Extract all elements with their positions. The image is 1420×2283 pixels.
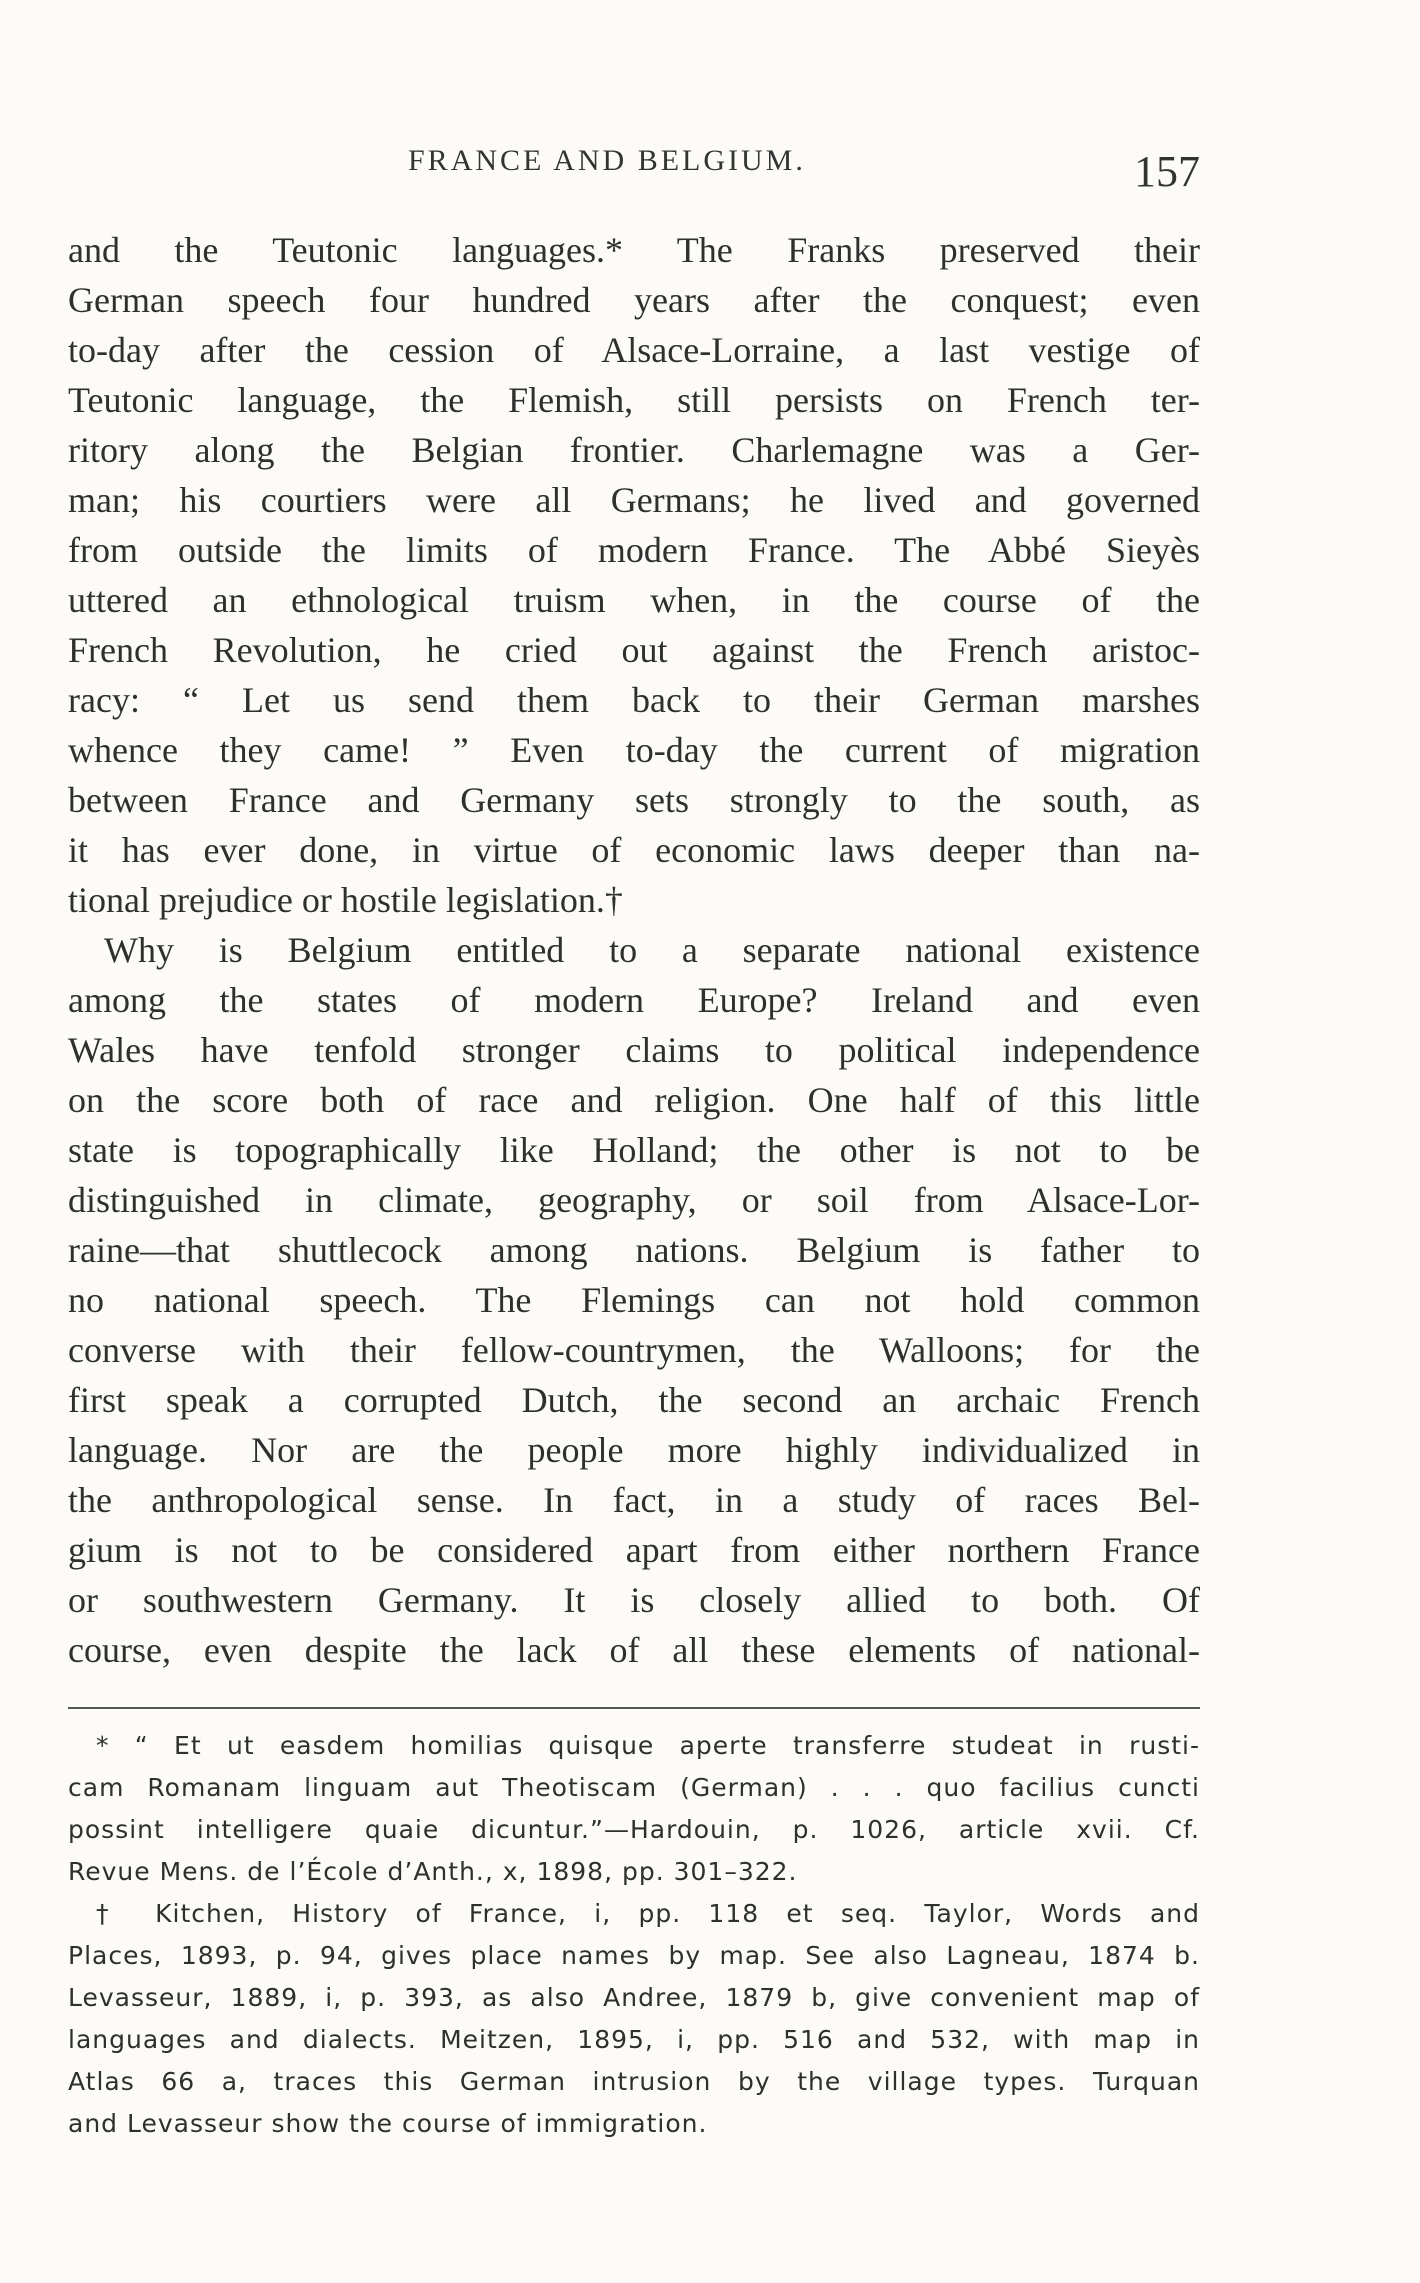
body-text bbox=[68, 225, 1200, 1675]
footnote-line: languages and dialects. Meitzen, 1895, i, pp. 516 and 532, with map in bbox=[68, 2025, 1200, 2054]
body-line: the anthropological sense. In fact, in a study of races Bel- bbox=[68, 1480, 1200, 1520]
body-line: Why is Belgium entitled to a separate national existence bbox=[104, 930, 1200, 970]
body-line: distinguished in climate, geography, or soil from Alsace-Lor- bbox=[68, 1180, 1200, 1220]
running-head: FRANCE AND BELGIUM. bbox=[408, 144, 806, 177]
body-line: from outside the limits of modern France. The Abbé Sieyès bbox=[68, 530, 1200, 570]
footnote-rule bbox=[68, 1707, 1200, 1709]
footnote-line: possint intelligere quaie dicuntur.”—Hardouin, p. 1026, article xvii. Cf. bbox=[68, 1815, 1200, 1844]
footnote-line: * “ Et ut easdem homilias quisque aperte transferre studeat in rusti- bbox=[96, 1731, 1200, 1760]
body-line: language. Nor are the people more highly individualized in bbox=[68, 1430, 1200, 1470]
footnote-line: and Levasseur show the course of immigration. bbox=[68, 2109, 708, 2138]
body-line: ritory along the Belgian frontier. Charlemagne was a Ger- bbox=[68, 430, 1200, 470]
footnote-line: Revue Mens. de l’École d’Anth., x, 1898, pp. 301–322. bbox=[68, 1857, 798, 1886]
body-line: first speak a corrupted Dutch, the second an archaic French bbox=[68, 1380, 1200, 1420]
body-line: it has ever done, in virtue of economic laws deeper than na- bbox=[68, 830, 1200, 870]
body-line: French Revolution, he cried out against the French aristoc- bbox=[68, 630, 1200, 670]
body-line: tional prejudice or hostile legislation.† bbox=[68, 880, 623, 920]
body-line: no national speech. The Flemings can not hold common bbox=[68, 1280, 1200, 1320]
body-line: gium is not to be considered apart from either northern France bbox=[68, 1530, 1200, 1570]
body-line: Wales have tenfold stronger claims to political independence bbox=[68, 1030, 1200, 1070]
footnote-line: Atlas 66 a, traces this German intrusion by the village types. Turquan bbox=[68, 2067, 1200, 2096]
body-line: and the Teutonic languages.* The Franks preserved their bbox=[68, 230, 1200, 270]
body-line: course, even despite the lack of all these elements of national- bbox=[68, 1630, 1200, 1670]
body-line: converse with their fellow-countrymen, the Walloons; for the bbox=[68, 1330, 1200, 1370]
footnote-line: † Kitchen, History of France, i, pp. 118 et seq. Taylor, Words and bbox=[96, 1899, 1200, 1928]
body-line: on the score both of race and religion. One half of this little bbox=[68, 1080, 1200, 1120]
body-line: whence they came! ” Even to-day the current of migration bbox=[68, 730, 1200, 770]
body-line: racy: “ Let us send them back to their German marshes bbox=[68, 680, 1200, 720]
body-line: or southwestern Germany. It is closely allied to both. Of bbox=[68, 1580, 1200, 1620]
body-line: man; his courtiers were all Germans; he lived and governed bbox=[68, 480, 1200, 520]
body-line: between France and Germany sets strongly to the south, as bbox=[68, 780, 1200, 820]
body-line: state is topographically like Holland; the other is not to be bbox=[68, 1130, 1200, 1170]
body-line: Teutonic language, the Flemish, still persists on French ter- bbox=[68, 380, 1200, 420]
body-line: among the states of modern Europe? Ireland and even bbox=[68, 980, 1200, 1020]
body-line: to-day after the cession of Alsace-Lorraine, a last vestige of bbox=[68, 330, 1200, 370]
body-line: uttered an ethnological truism when, in the course of the bbox=[68, 580, 1200, 620]
footnote-line: cam Romanam linguam aut Theotiscam (German) . . . quo facilius cuncti bbox=[68, 1773, 1200, 1802]
footnotes bbox=[68, 1725, 1200, 2145]
body-line: raine—that shuttlecock among nations. Belgium is father to bbox=[68, 1230, 1200, 1270]
footnote-line: Places, 1893, p. 94, gives place names by map. See also Lagneau, 1874 b. bbox=[68, 1941, 1200, 1970]
page-header bbox=[68, 136, 1200, 196]
page-number: 157 bbox=[1134, 147, 1200, 196]
footnote-line: Levasseur, 1889, i, p. 393, as also Andree, 1879 b, give convenient map of bbox=[68, 1983, 1200, 2012]
body-line: German speech four hundred years after the conquest; even bbox=[68, 280, 1200, 320]
